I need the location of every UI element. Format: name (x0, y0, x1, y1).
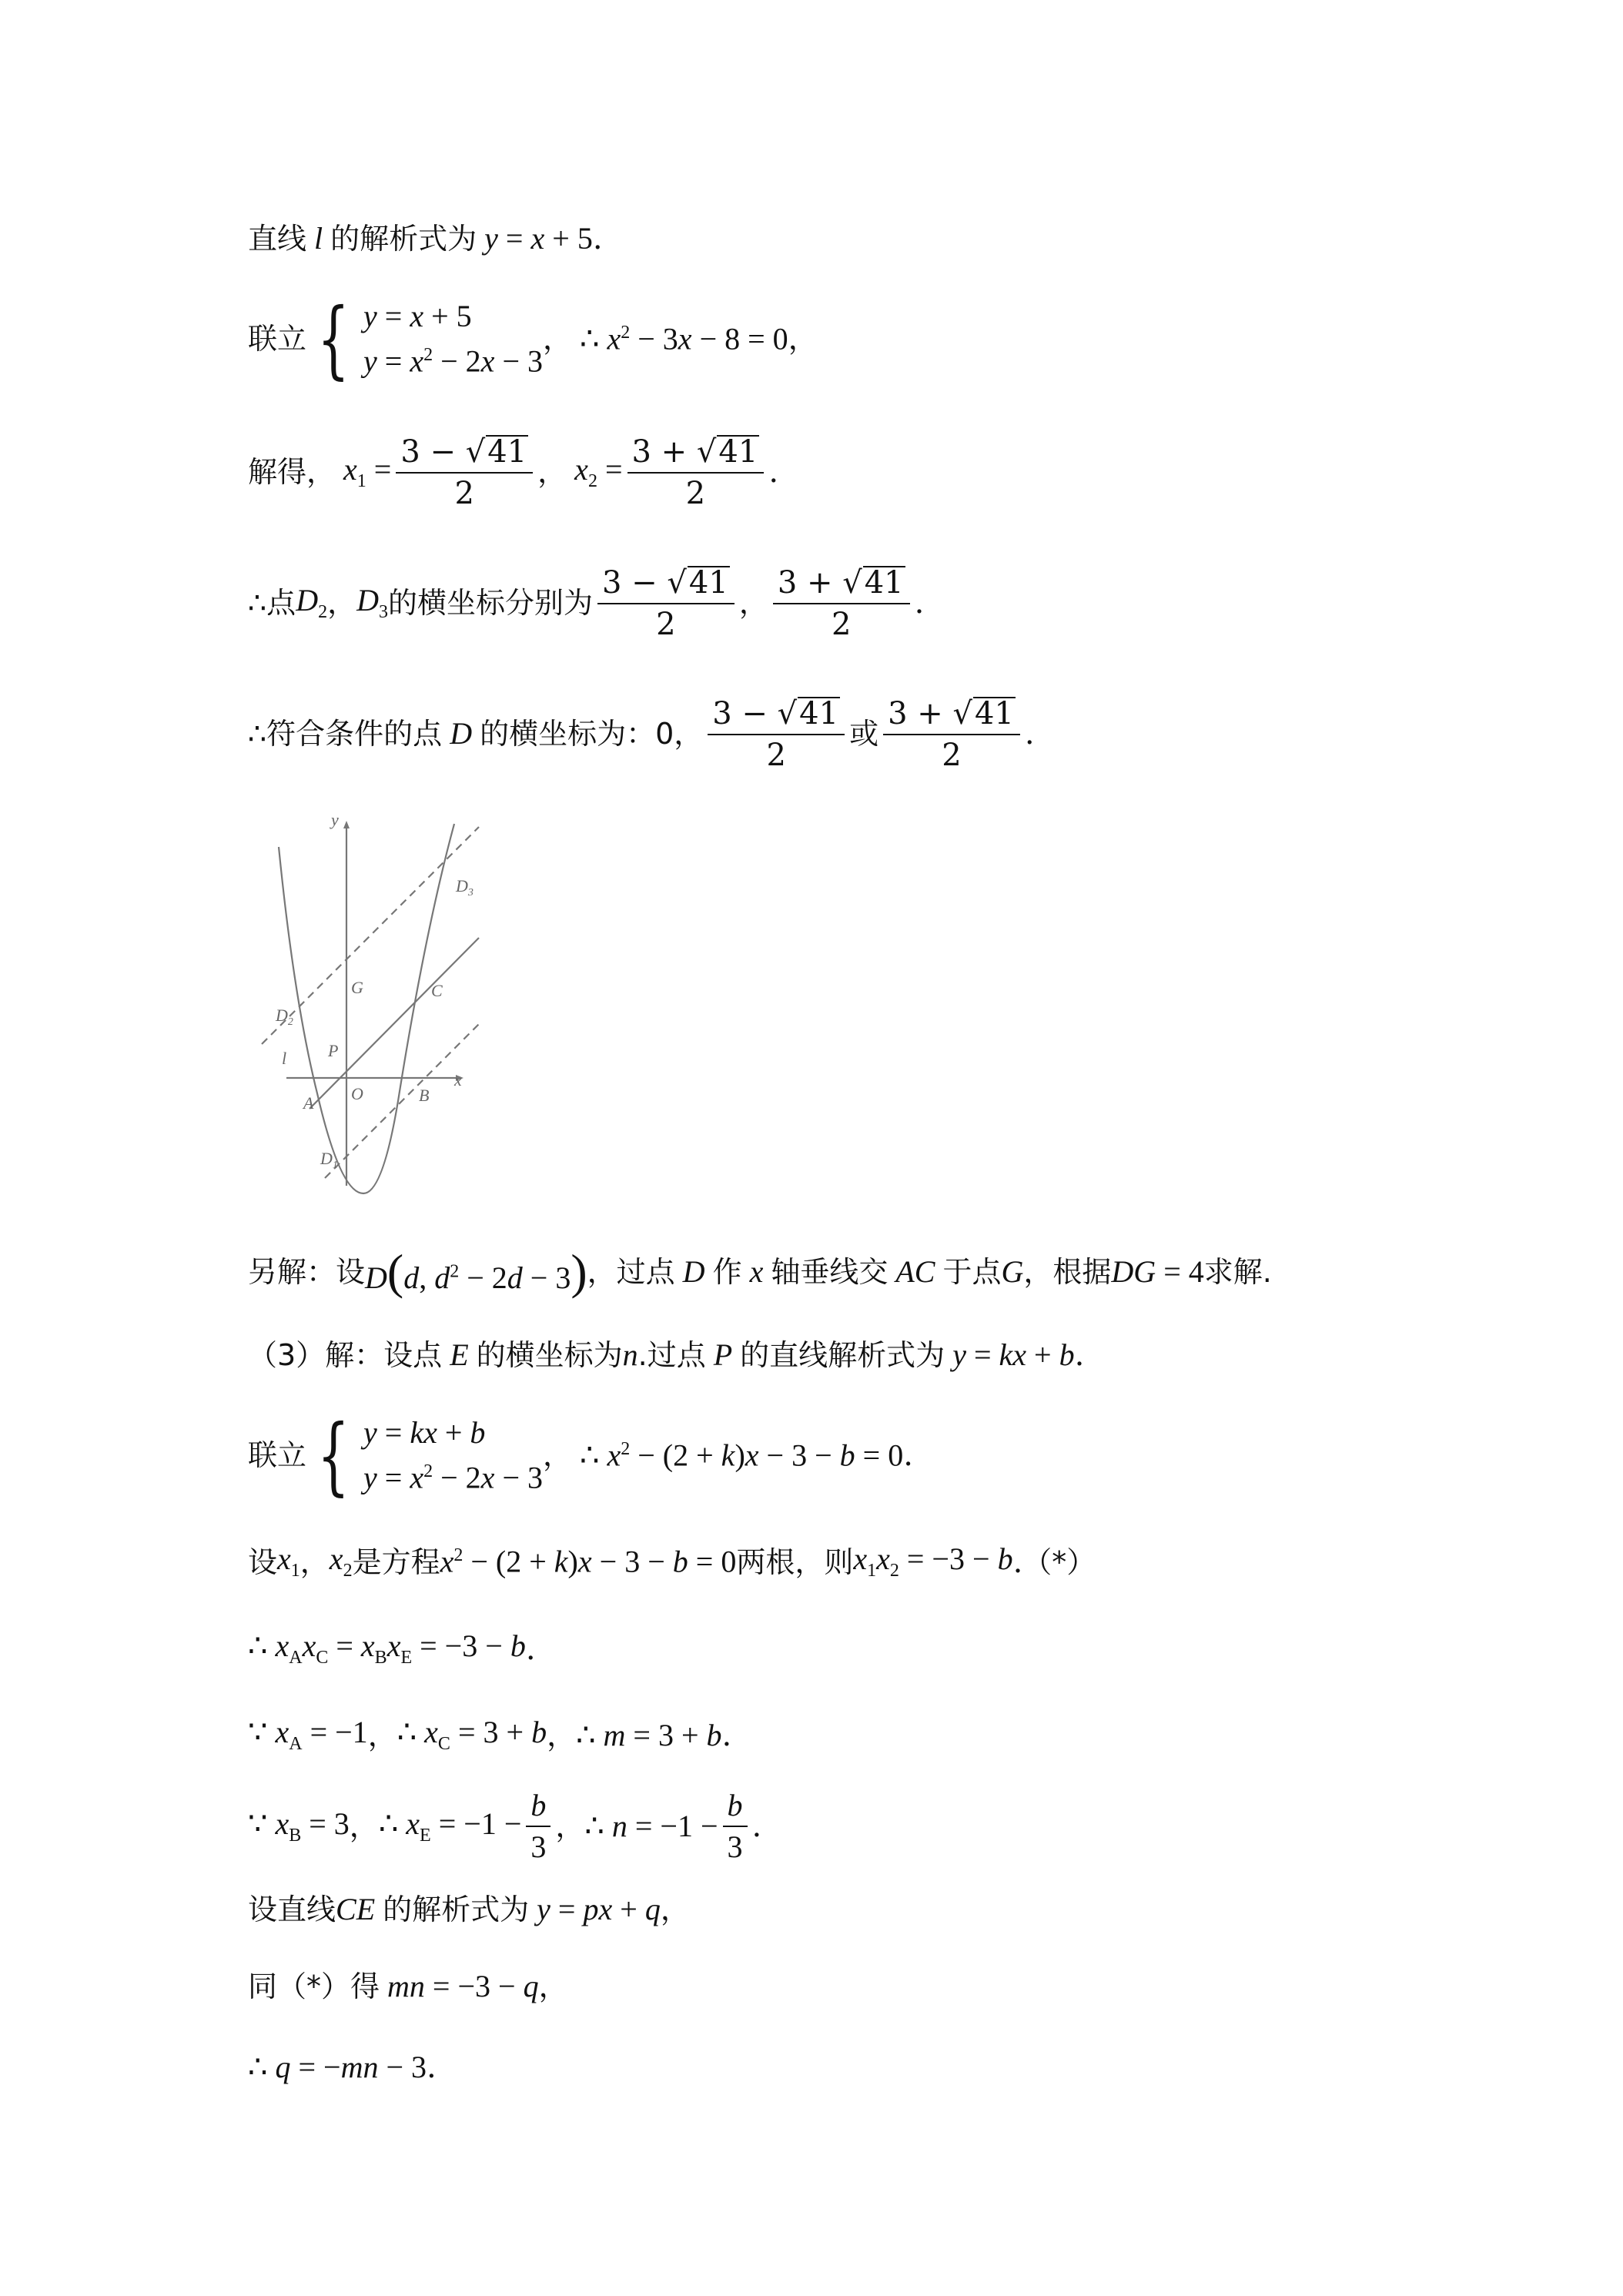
line-l-dashed (262, 827, 479, 1044)
label-l: l (282, 1049, 287, 1068)
line-2: 联立 { y = x + 5 $y = x^2 - 2x - 3$ ， ∴ $x^2 - 3x - 8 = 0$ ， (248, 290, 818, 388)
line-10: ∴ $x_Ax_C = x_Bx_E = -3 - b$ . (248, 1628, 536, 1668)
line-9: 设 $x_1$ ， $x_2$ 是方程 $x^2 - (2 + k)x - 3 - b = 0$ 两根，则 $x_1x_2 = -3 - b$ . （*） (248, 1541, 1096, 1581)
line-8: 联立 { y = kx + b $y = x^2 - 2x - 3$ ， ∴ $x^2 - (2 + k)x - 3 - b = 0$ . (248, 1406, 913, 1504)
label-D2: $D_2$ (276, 1006, 293, 1028)
line-6: 另解：设 D(d, $d^2 - 2d - 3$) ，过点 D 作 x 轴垂线交 AC 于点 G ，根据 DG = 4 求解. (248, 1244, 1272, 1299)
text: 的解析式为 (330, 222, 477, 256)
label-D1: $D_1$ (320, 1149, 338, 1171)
equation-system: { y = kx + b $y = x^2 - 2x - 3$ (317, 1406, 543, 1504)
line-5: ∴符合条件的点 D 的横坐标为：0， 3 − √ 41 2 或 3 + √ 41 2 . (248, 696, 1035, 773)
line-ac (310, 938, 479, 1109)
line-13: 设直线 CE 的解析式为 y = px + q ， (248, 1892, 690, 1926)
parabola (279, 824, 454, 1193)
equation-system: { y = x + 5 $y = x^2 - 2x - 3$ (317, 290, 543, 388)
line-4: ∴点 $D_2$ ， $D_3$ 的横坐标分别为 3 − √ 41 2 ， 3 + √ 41 2 . (248, 565, 925, 642)
line-15: ∴ q = −mn − 3 . (248, 2050, 437, 2085)
label-B: B (419, 1086, 430, 1105)
label-P: P (328, 1041, 339, 1060)
line-d1-dashed (325, 1024, 479, 1178)
line-3: 解得， $x_1$ = 3 − √ 41 2 ， $x_2$ = 3 + √ 41 2 . (248, 434, 779, 511)
line-11: ∵ $x_A = -1$ ， ∴ $x_C = 3 + b$ ， ∴ m = 3 + b . (248, 1715, 732, 1754)
label-A: A (303, 1093, 314, 1113)
label-y: y (331, 810, 339, 829)
line-7: （3）解：设点 E 的横坐标为 n .过点 P 的直线解析式为 y = kx + b . (248, 1337, 1085, 1373)
line-1: 直线 l 的解析式为 y = x + 5 . (248, 221, 603, 256)
label-D3: $D_3$ (456, 876, 474, 899)
label-O: O (351, 1084, 363, 1103)
parabola-graph (248, 808, 525, 1209)
text: 直线 (248, 222, 307, 256)
label-x: x (454, 1070, 462, 1089)
line-14: 同（*）得 mn = −3 − q ， (248, 1969, 568, 2003)
label-G: G (351, 978, 363, 997)
label-C: C (431, 981, 443, 1000)
line-12: ∵ $x_B = 3$ ， ∴ $x_E = -1$ − $\frac{b}{3}$ ， ∴ n = −1 − $\frac{b}{3}$ . (248, 1788, 762, 1864)
